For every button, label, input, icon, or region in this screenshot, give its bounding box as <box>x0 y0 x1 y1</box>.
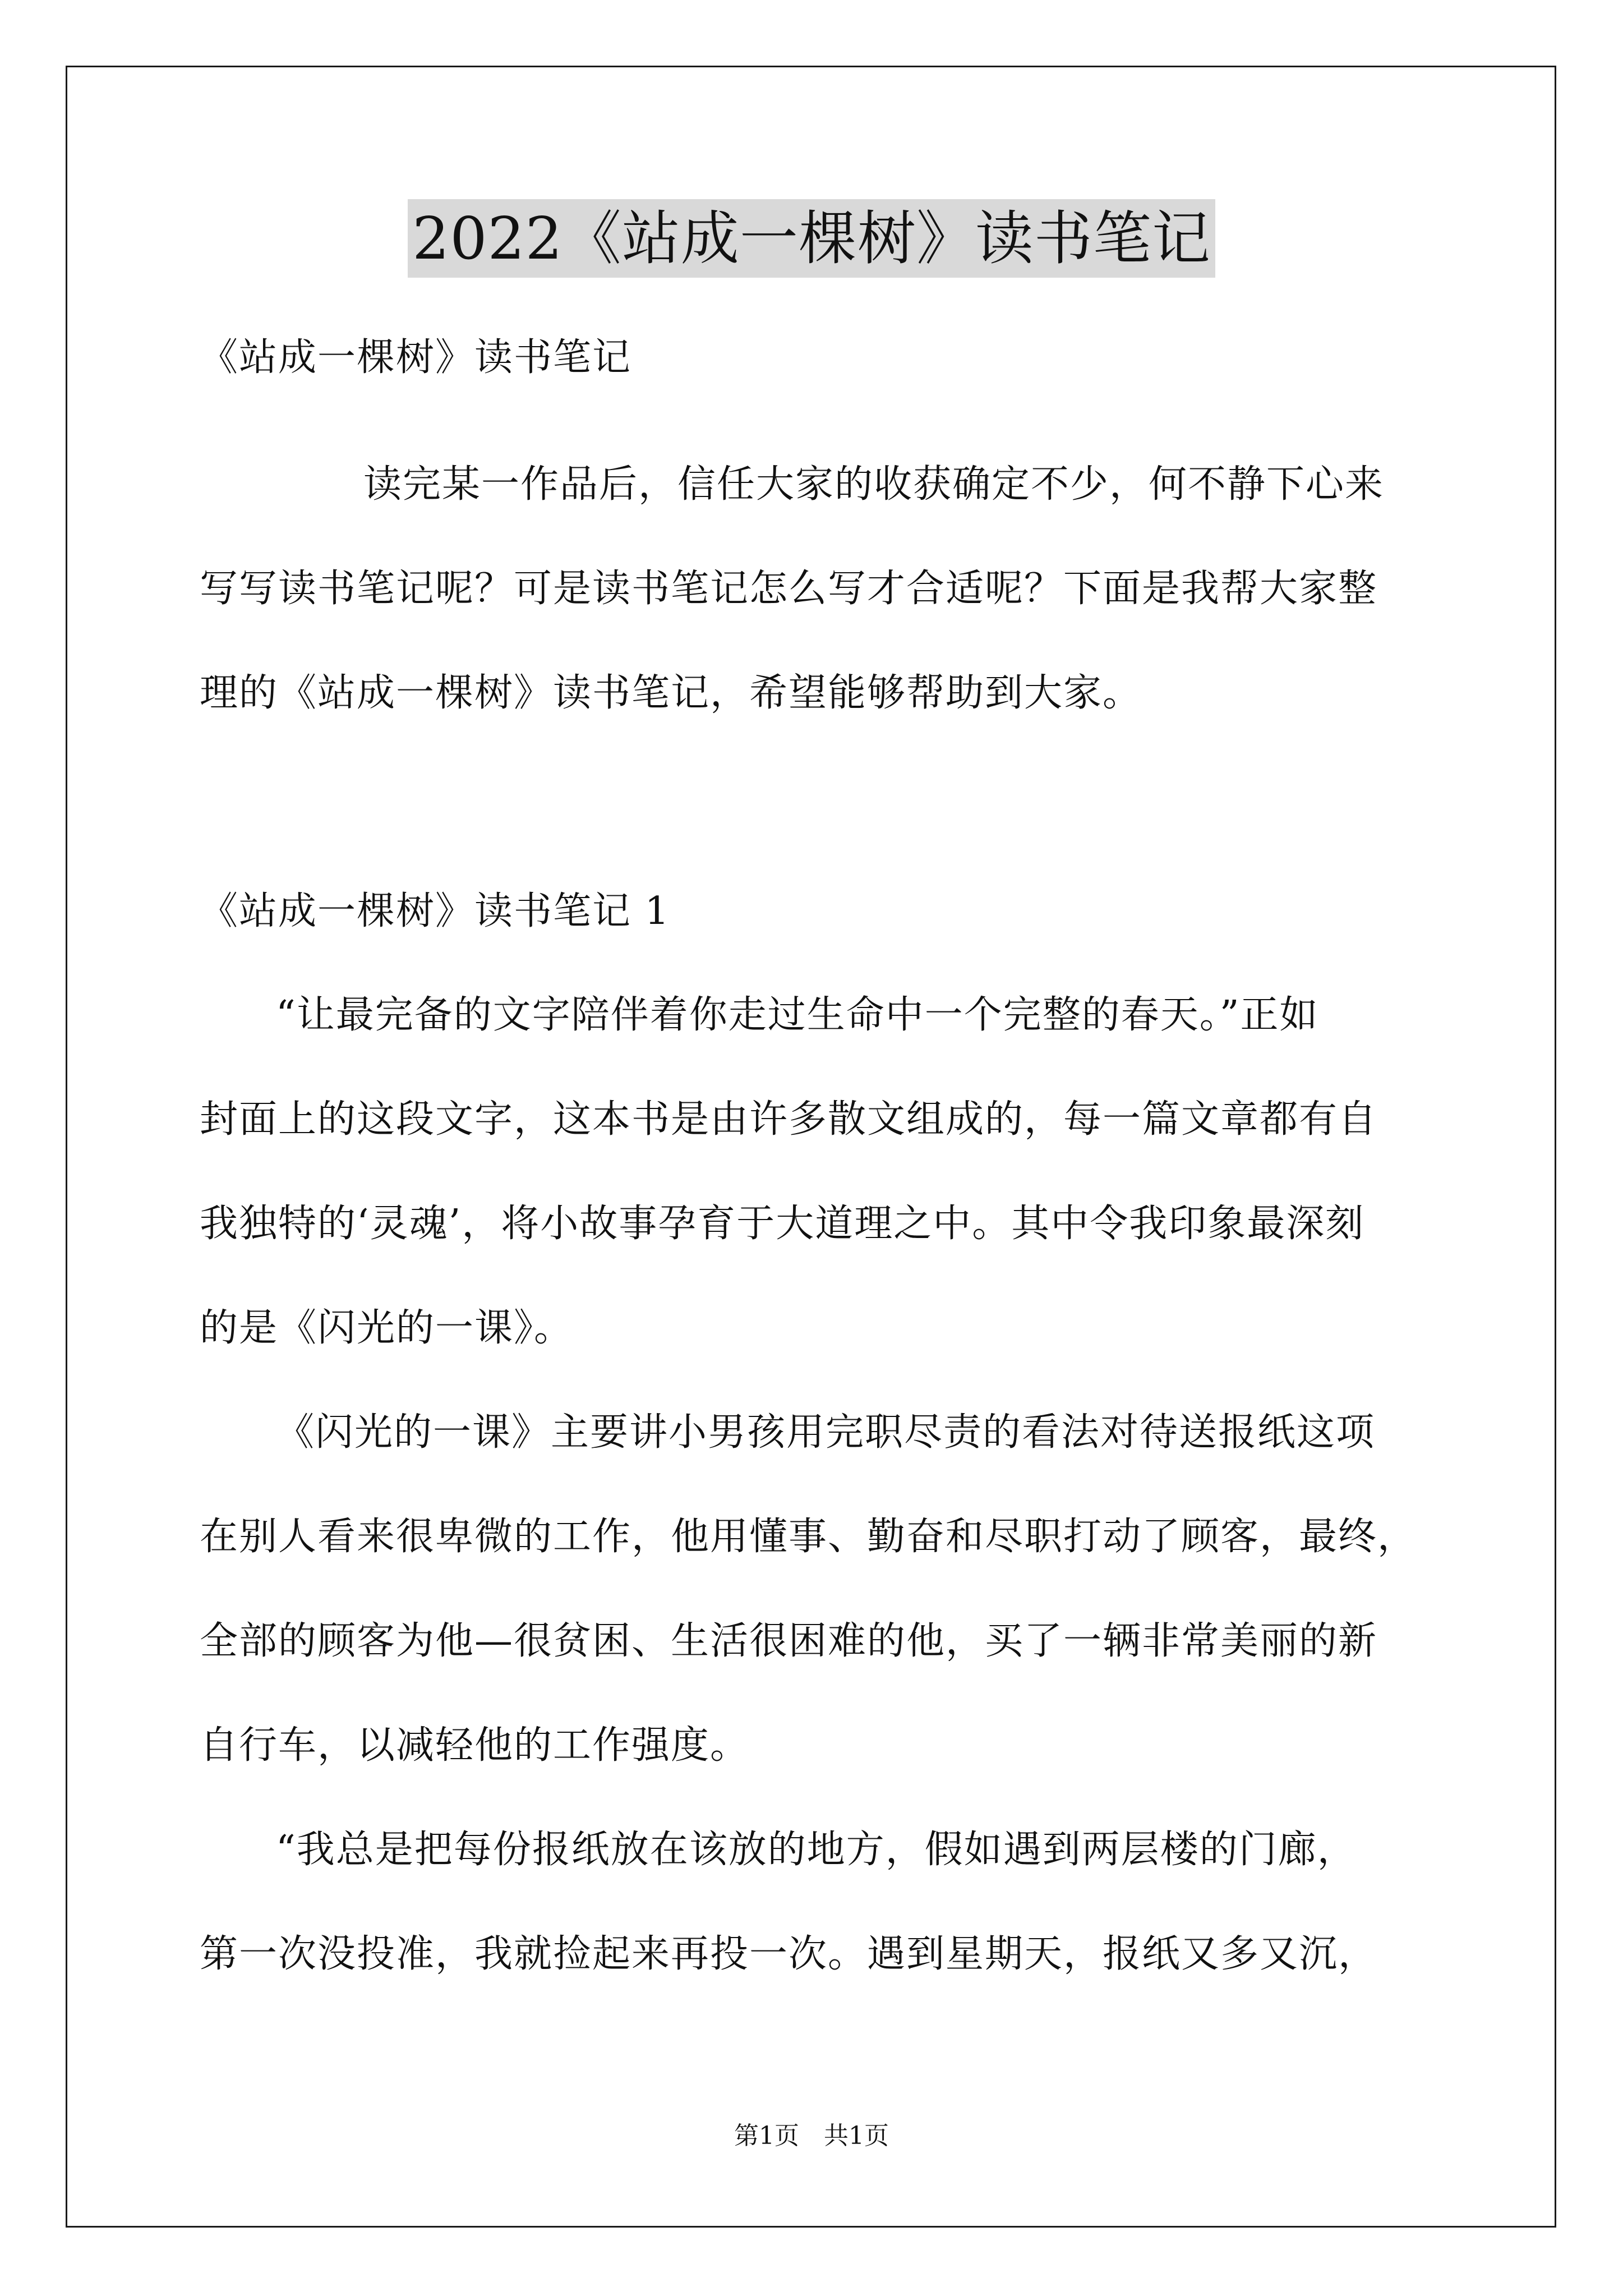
intro-paragraph-line: 读完某一作品后，信任大家的收获确定不少，何不静下心来 <box>363 462 1385 507</box>
subtitle-line: 《站成一棵树》读书笔记 <box>200 335 632 380</box>
body-paragraph-line: 我独特的‘灵魂’，将小故事孕育于大道理之中。其中令我印象最深刻 <box>200 1202 1365 1246</box>
section-heading: 《站成一棵树》读书笔记 1 <box>200 889 670 933</box>
document-title: 2022《站成一棵树》读书笔记 <box>408 199 1215 278</box>
page-number-footer: 第1页 共1页 <box>734 2122 889 2150</box>
body-paragraph-line: 的是《闪光的一课》。 <box>200 1306 574 1350</box>
body-paragraph-line: 在别人看来很卑微的工作，他用懂事、勤奋和尽职打动了顾客，最终， <box>200 1515 1417 1559</box>
title-container <box>0 199 1623 278</box>
body-paragraph-line: 封面上的这段文字，这本书是由许多散文组成的，每一篇文章都有自 <box>200 1097 1378 1142</box>
body-paragraph-line: 《闪光的一课》主要讲小男孩用完职尽责的看法对待送报纸这项 <box>276 1410 1376 1455</box>
body-paragraph-line: “让最完备的文字陪伴着你走过生命中一个完整的春天。”正如 <box>276 993 1319 1037</box>
intro-paragraph-line: 理的《站成一棵树》读书笔记，希望能够帮助到大家。 <box>200 671 1142 715</box>
body-paragraph-line: 全部的顾客为他—很贫困、生活很困难的他，买了一辆非常美丽的新 <box>200 1619 1378 1663</box>
body-paragraph-line: “我总是把每份报纸放在该放的地方，假如遇到两层楼的门廊， <box>276 1828 1357 1872</box>
body-paragraph-line: 自行车，以减轻他的工作强度。 <box>200 1723 750 1768</box>
intro-paragraph-line: 写写读书笔记呢？可是读书笔记怎么写才合适呢？下面是我帮大家整 <box>200 567 1378 611</box>
body-paragraph-line: 第一次没投准，我就捡起来再投一次。遇到星期天，报纸又多又沉， <box>200 1932 1378 1976</box>
